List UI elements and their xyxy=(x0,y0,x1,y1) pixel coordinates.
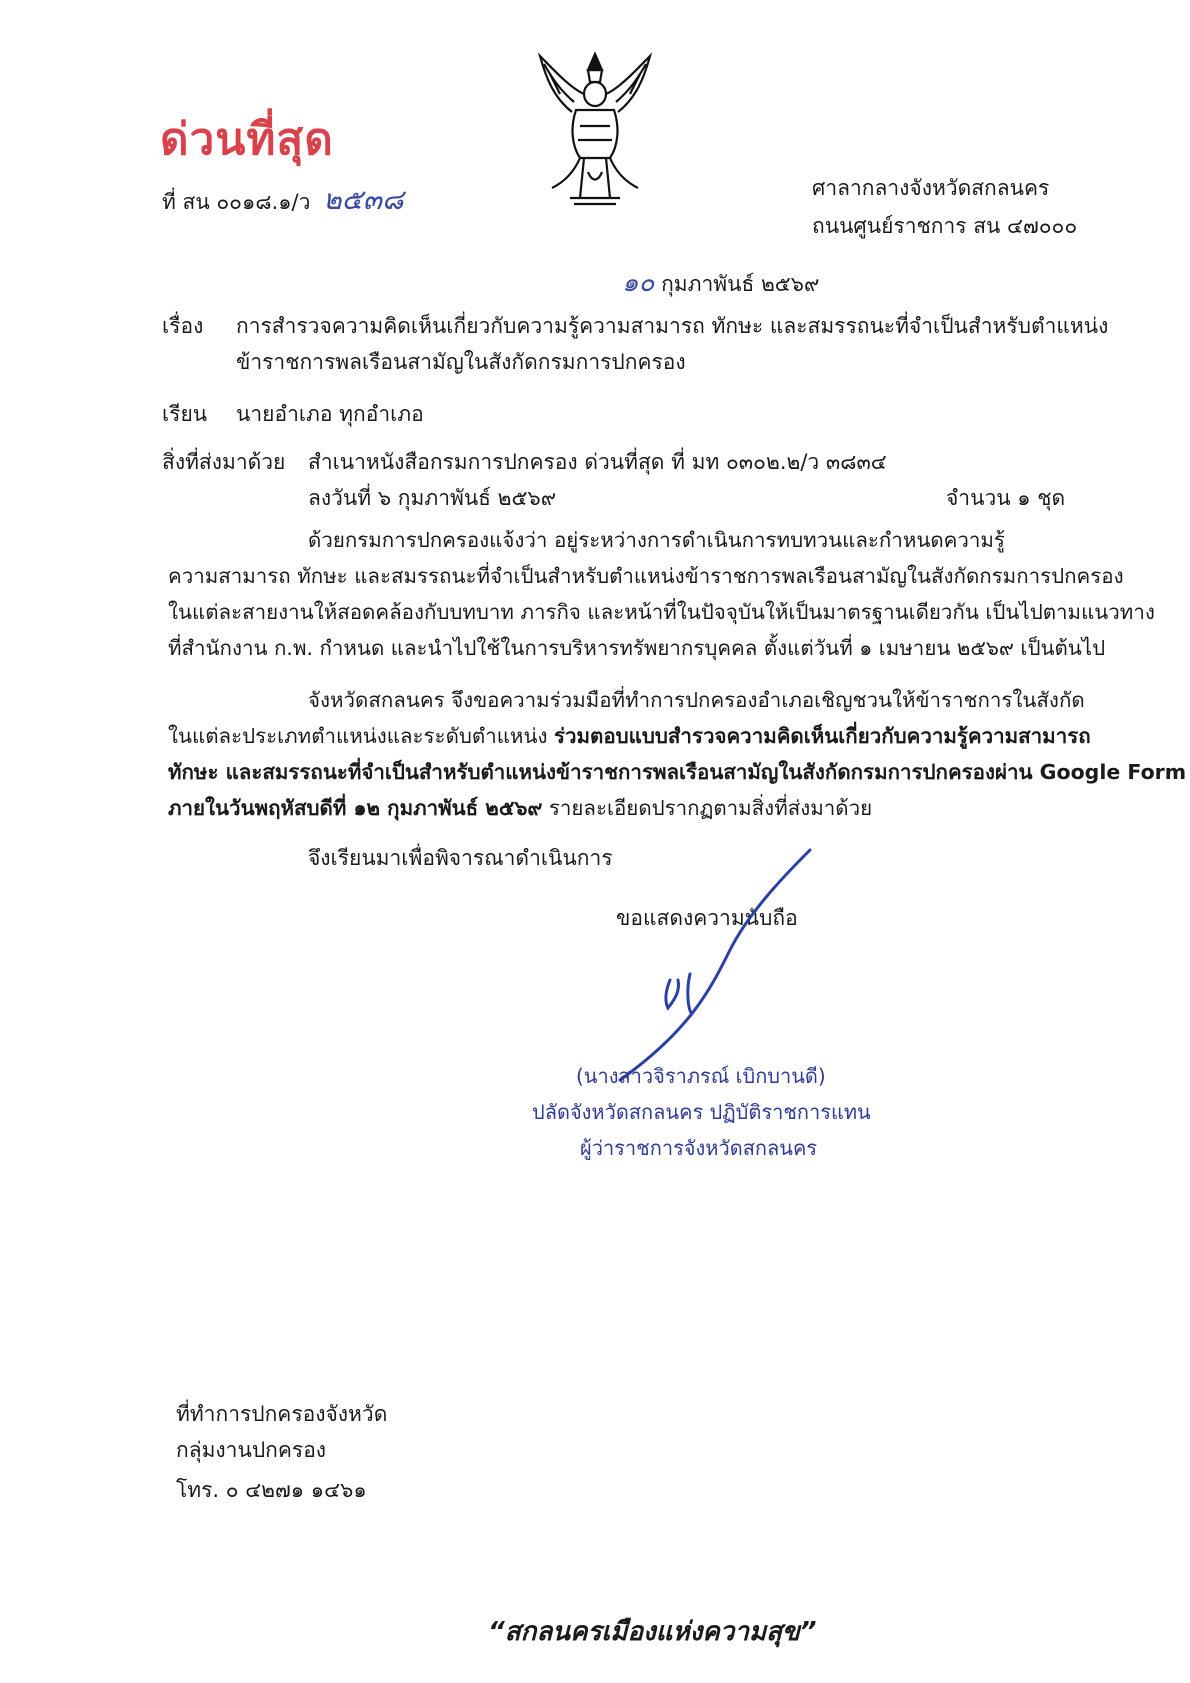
signatory-name: (นางสาวจิราภรณ์ เบิกบานดี) xyxy=(576,1064,826,1088)
body-para2-line-2 xyxy=(168,720,1091,753)
body-para2-line-3: ทักษะ และสมรรถนะที่จำเป็นสำหรับตำแหน่งข้าราชการพลเรือนสามัญในสังกัดกรมการปกครองผ่าน Google Form xyxy=(168,760,1187,784)
enclosure-count: จำนวน ๑ ชุด xyxy=(946,486,1066,510)
letter-date xyxy=(622,262,819,303)
body-para2-line-4 xyxy=(168,792,872,825)
body-para1-line-2: ความสามารถ ทักษะ และสมรรถนะที่จำเป็นสำหรับตำแหน่งข้าราชการพลเรือนสามัญในสังกัดกรมการปกครอง xyxy=(168,564,1124,588)
closing-text: จึงเรียนมาเพื่อพิจารณาดำเนินการ xyxy=(308,846,613,870)
address-line-2: ถนนศูนย์ราชการ สน ๔๗๐๐๐ xyxy=(812,214,1078,238)
reference-number-line xyxy=(162,178,403,222)
body-para2-line-1: จังหวัดสกลนคร จึงขอความร่วมมือที่ทำการปกครองอำเภอเชิญชวนให้ข้าราชการในสังกัด xyxy=(308,688,1085,712)
subject-line-2: ข้าราชการพลเรือนสามัญในสังกัดกรมการปกครอง xyxy=(236,350,686,374)
subject-label: เรื่อง xyxy=(162,314,204,338)
para2-line4-plain: รายละเอียดปรากฏตามสิ่งที่ส่งมาด้วย xyxy=(542,796,873,820)
handwritten-signature xyxy=(600,840,840,1095)
garuda-emblem xyxy=(530,48,660,213)
recipient-text: นายอำเภอ ทุกอำเภอ xyxy=(236,402,424,426)
motto: “สกลนครเมืองแห่งความสุข” xyxy=(488,1617,817,1647)
regards-text: ขอแสดงความนับถือ xyxy=(616,906,798,930)
footer-division: กลุ่มงานปกครอง xyxy=(176,1438,327,1462)
body-para1-line-4: ที่สำนักงาน ก.พ. กำหนด และนำไปใช้ในการบริหารทรัพยากรบุคคล ตั้งแต่วันที่ ๑ เมษายน ๒๕๖๙ เป็นต้นไป xyxy=(168,636,1106,660)
reference-prefix: ที่ สน ๐๐๑๘.๑/ว xyxy=(162,190,311,214)
address-line-1: ศาลากลางจังหวัดสกลนคร xyxy=(812,176,1050,200)
enclosure-line-2: ลงวันที่ ๖ กุมภาพันธ์ ๒๕๖๙ xyxy=(308,486,557,510)
para2-line4-bold: ภายในวันพฤหัสบดีที่ ๑๒ กุมภาพันธ์ ๒๕๖๙ xyxy=(168,796,543,820)
para2-line2-bold: ร่วมตอบแบบสำรวจความคิดเห็นเกี่ยวกับความรู้ความสามารถ xyxy=(554,724,1091,748)
enclosure-line-1: สำเนาหนังสือกรมการปกครอง ด่วนที่สุด ที่ มท ๐๓๐๒.๒/ว ๓๘๓๔ xyxy=(308,450,887,474)
reference-number: ๒๕๓๘ xyxy=(323,183,404,216)
signatory-position-1: ปลัดจังหวัดสกลนคร ปฏิบัติราชการแทน xyxy=(532,1100,871,1124)
footer-office: ที่ทำการปกครองจังหวัด xyxy=(176,1402,388,1426)
date-day: ๑๐ xyxy=(622,268,655,298)
footer-phone: โทร. ๐ ๔๒๗๑ ๑๔๖๑ xyxy=(176,1478,367,1502)
body-para1-line-3: ในแต่ละสายงานให้สอดคล้องกับบทบาท ภารกิจ และหน้าที่ในปัจจุบันให้เป็นมาตรฐานเดียวกัน เป็นไปตามแนวทาง xyxy=(168,600,1155,624)
signatory-position-2: ผู้ว่าราชการจังหวัดสกลนคร xyxy=(580,1136,818,1160)
date-month-year: กุมภาพันธ์ ๒๕๖๙ xyxy=(661,272,820,296)
urgency-stamp: ด่วนที่สุด xyxy=(160,114,334,165)
subject-line-1: การสำรวจความคิดเห็นเกี่ยวกับความรู้ความสามารถ ทักษะ และสมรรถนะที่จำเป็นสำหรับตำแหน่ง xyxy=(236,314,1109,338)
recipient-label: เรียน xyxy=(162,402,208,426)
enclosure-label: สิ่งที่ส่งมาด้วย xyxy=(162,450,286,474)
body-para1-line-1: ด้วยกรมการปกครองแจ้งว่า อยู่ระหว่างการดำเนินการทบทวนและกำหนดความรู้ xyxy=(308,528,1005,552)
para2-line2-plain: ในแต่ละประเภทตำแหน่งและระดับตำแหน่ง xyxy=(168,724,554,748)
